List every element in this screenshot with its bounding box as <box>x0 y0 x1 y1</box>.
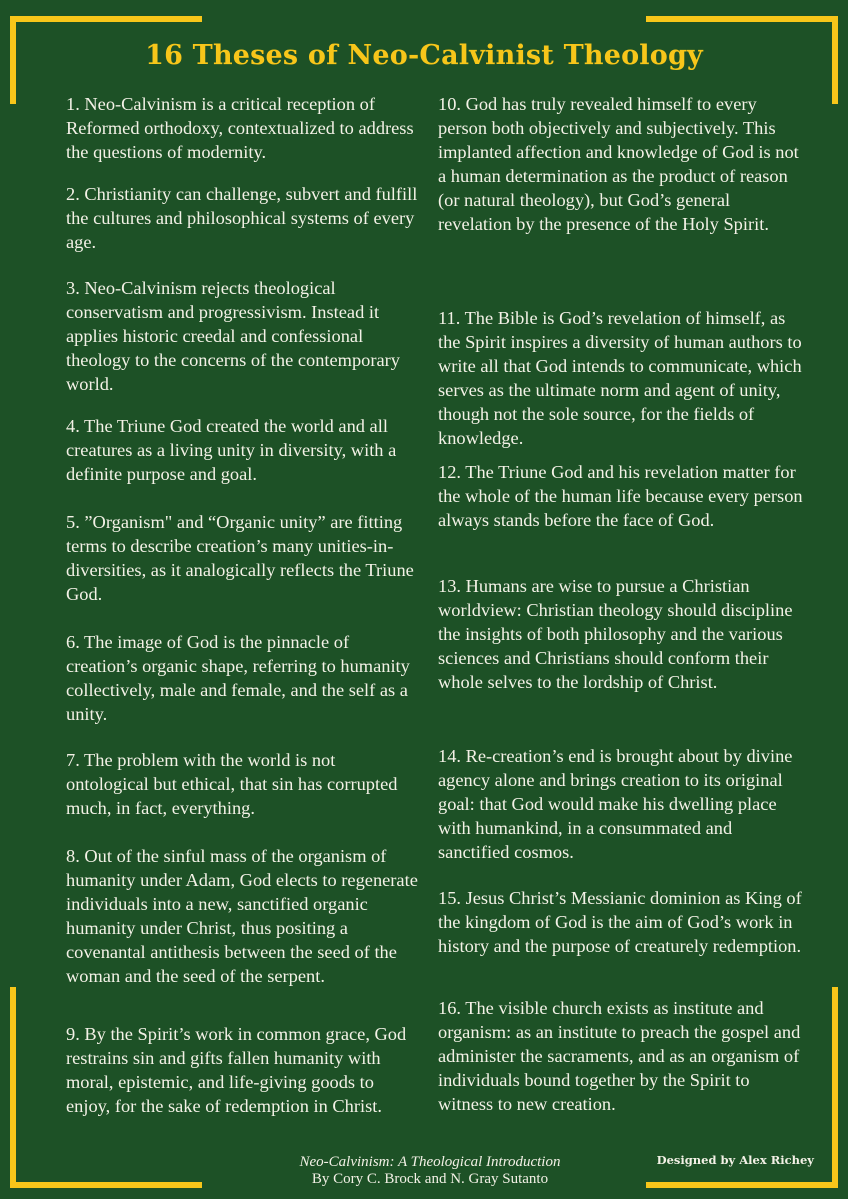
thesis-9: 9. By the Spirit’s work in common grace, God restrains sin and gifts fallen humanity with moral, epistemic, and life-giving goods to enjoy, for the sake of redemption in Christ. <box>66 1024 407 1116</box>
thesis-16: 16. The visible church exists as institute and organism: as an institute to preach the gospel and administer the sacraments, and as an organism of individuals bound together by the Spirit to witness to new creation. <box>438 998 801 1114</box>
thesis-6: 6. The image of God is the pinnacle of creation’s organic shape, referring to humanity collectively, male and female, and the self as a unity. <box>66 632 410 724</box>
thesis-11: 11. The Bible is God’s revelation of himself, as the Spirit inspires a diversity of human authors to write all that God intends to communicate, which serves as the ultimate norm and agent of unity, though not the sole source, for the fields of knowledge. <box>438 308 802 448</box>
thesis-10: 10. God has truly revealed himself to every person both objectively and subjectively. This implanted affection and knowledge of God is not a human determination as the product of reason (or natural theology), but God’s general revelation by the presence of the Holy Spirit. <box>438 94 799 234</box>
thesis-15: 15. Jesus Christ’s Messianic dominion as King of the kingdom of God is the aim of God’s work in history and the purpose of creaturely redemption. <box>438 888 802 956</box>
thesis-8: 8. Out of the sinful mass of the organism of humanity under Adam, God elects to regenerate individuals into a new, sanctified organic humanity under Christ, thus positing a covenantal antithesis between the seed of the woman and the seed of the serpent. <box>66 846 418 986</box>
thesis-2: 2. Christianity can challenge, subvert and fulfill the cultures and philosophical systems of every age. <box>66 184 418 252</box>
thesis-4: 4. The Triune God created the world and all creatures as a living unity in diversity, with a definite purpose and goal. <box>66 416 397 484</box>
thesis-1: 1. Neo-Calvinism is a critical reception of Reformed orthodoxy, contextualized to address the questions of modernity. <box>66 94 414 162</box>
thesis-7: 7. The problem with the world is not ontological but ethical, that sin has corrupted much, in fact, everything. <box>66 750 398 818</box>
thesis-12: 12. The Triune God and his revelation matter for the whole of the human life because every person always stands before the face of God. <box>438 462 803 530</box>
designer-credit: Designed by Alex Richey <box>656 1153 814 1167</box>
page-title: 16 Theses of Neo-Calvinist Theology <box>145 40 703 71</box>
thesis-13: 13. Humans are wise to pursue a Christian worldview: Christian theology should discipline the insights of both philosophy and the various sciences and Christians should conform their whole selves to the lordship of Christ. <box>438 576 793 692</box>
thesis-14: 14. Re-creation’s end is brought about by divine agency alone and brings creation to its original goal: that God would make his dwelling place with humankind, in a consummated and sanctified cosmos. <box>438 746 793 862</box>
thesis-5: 5. ”Organism" and “Organic unity” are fitting terms to describe creation’s many unities-in-diversities, as it analogically reflects the Triune God. <box>66 512 414 604</box>
thesis-3: 3. Neo-Calvinism rejects theological conservatism and progressivism. Instead it applies historic creedal and confessional theology to the concerns of the contemporary world. <box>66 278 400 394</box>
book-authors: By Cory C. Brock and N. Gray Sutanto <box>311 1171 549 1187</box>
book-citation <box>250 1154 610 1188</box>
book-title: Neo-Calvinism: A Theological Introduction <box>299 1154 561 1170</box>
